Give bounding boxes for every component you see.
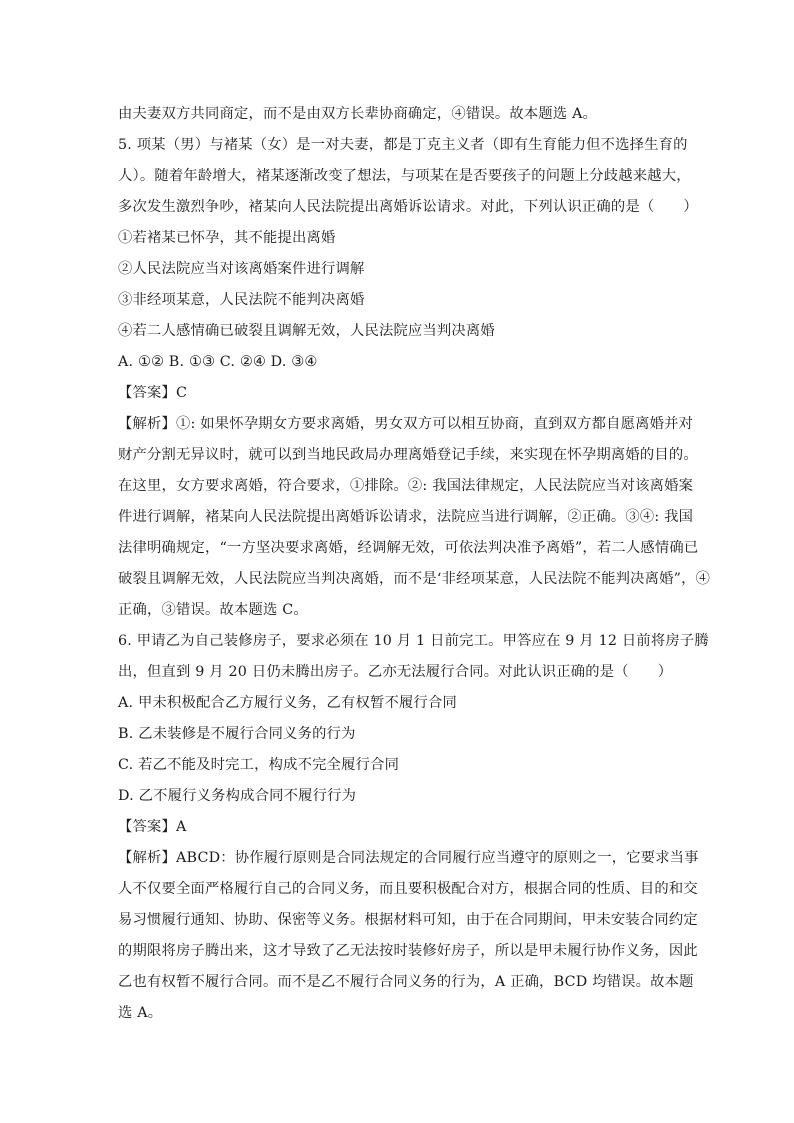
- explanation-text: 法律明确规定，“一方坚决要求离婚，经调解无效，可依法判决准予离婚”，若二人感情确已: [118, 540, 699, 556]
- question-5: [118, 130, 711, 626]
- choice-b: B. 乙未装修是不履行合同义务的行为: [118, 726, 356, 742]
- statement-option: ③非经项某意，人民法院不能判决离婚: [118, 292, 365, 308]
- question-text: 人）。随着年龄增大，褚某逐渐改变了想法，与项某在是否要孩子的问题上分歧越来越大，: [118, 168, 691, 184]
- choice-a: A. 甲未积极配合乙方履行义务，乙有权暂不履行合同: [118, 695, 457, 711]
- choice-d: D. 乙不履行义务构成合同不履行行为: [118, 788, 357, 804]
- answer-choices: A. ①② B. ①③ C. ②④ D. ③④: [118, 354, 318, 370]
- question-6: [118, 626, 709, 1029]
- answer-label: 【答案】A: [118, 819, 187, 835]
- question-text: 多次发生激烈争吵，褚某向人民法院提出离婚诉讼请求。对此，下列认识正确的是（ ）: [118, 199, 698, 215]
- explanation-text: 人不仅要全面严格履行自己的合同义务，而且要积极配合对方，根据合同的性质、目的和交: [118, 881, 698, 897]
- question-text: 出，但直到 9 月 20 日仍未腾出房子。乙亦无法履行合同。对此认识正确的是（ ）: [118, 664, 673, 680]
- text-line: 由夫妻双方共同商定，而不是由双方长辈协商确定，④错误。故本题选 A。: [118, 106, 598, 122]
- explanation-text: 乙也有权暂不履行合同。而不是乙不履行合同义务的行为，A 正确，BCD 均错误。故本题: [118, 974, 694, 990]
- question-text: 6. 甲请乙为自己装修房子，要求必须在 10 月 1 日前完工。甲答应在 9 月 12 日前将房子腾: [118, 633, 709, 649]
- answer-label: 【答案】C: [118, 385, 188, 401]
- explanation-text: 财产分割无异议时，就可以到当地民政局办理离婚登记手续，来实现在怀孕期离婚的目的。: [118, 447, 698, 463]
- choice-c: C. 若乙不能及时完工，构成不完全履行合同: [118, 757, 400, 773]
- explanation-text: 易习惯履行通知、协助、保密等义务。根据材料可知，由于在合同期间，甲未安装合同约定: [118, 912, 698, 928]
- explanation-text: 的期限将房子腾出来，这才导致了乙无法按时装修好房子，所以是甲未履行协作义务，因此: [118, 943, 698, 959]
- explanation-text: 破裂且调解无效，人民法院应当判决离婚，而不是‘非经项某意，人民法院不能判决离婚”，④: [118, 571, 711, 587]
- explanation-text: 选 A。: [118, 1005, 163, 1021]
- explanation-text: 【解析】①: 如果怀孕期女方要求离婚，男女双方可以相互协商，直到双方都自愿离婚并对: [118, 416, 694, 432]
- explanation-text: 正确，③错误。故本题选 C。: [118, 602, 308, 618]
- explanation-text: 件进行调解，褚某向人民法院提出离婚诉讼请求，法院应当进行调解，②正确。③④: 我国: [118, 509, 694, 525]
- question-text: 5. 项某（男）与褚某（女）是一对夫妻，都是丁克主义者（即有生育能力但不选择生育的: [118, 137, 688, 153]
- statement-option: ②人民法院应当对该离婚案件进行调解: [118, 261, 365, 277]
- statement-option: ①若褚某已怀孕，其不能提出离婚: [118, 230, 336, 246]
- document-body: [118, 99, 711, 1029]
- statement-option: ④若二人感情确已破裂且调解无效，人民法院应当判决离婚: [118, 323, 495, 339]
- explanation-text: 在这里，女方要求离婚，符合要求，①排除。②: 我国法律规定，人民法院应当对该离婚案: [118, 478, 694, 494]
- explanation-text: 【解析】ABCD：协作履行原则是合同法规定的合同履行应当遵守的原则之一，它要求当事: [118, 850, 699, 866]
